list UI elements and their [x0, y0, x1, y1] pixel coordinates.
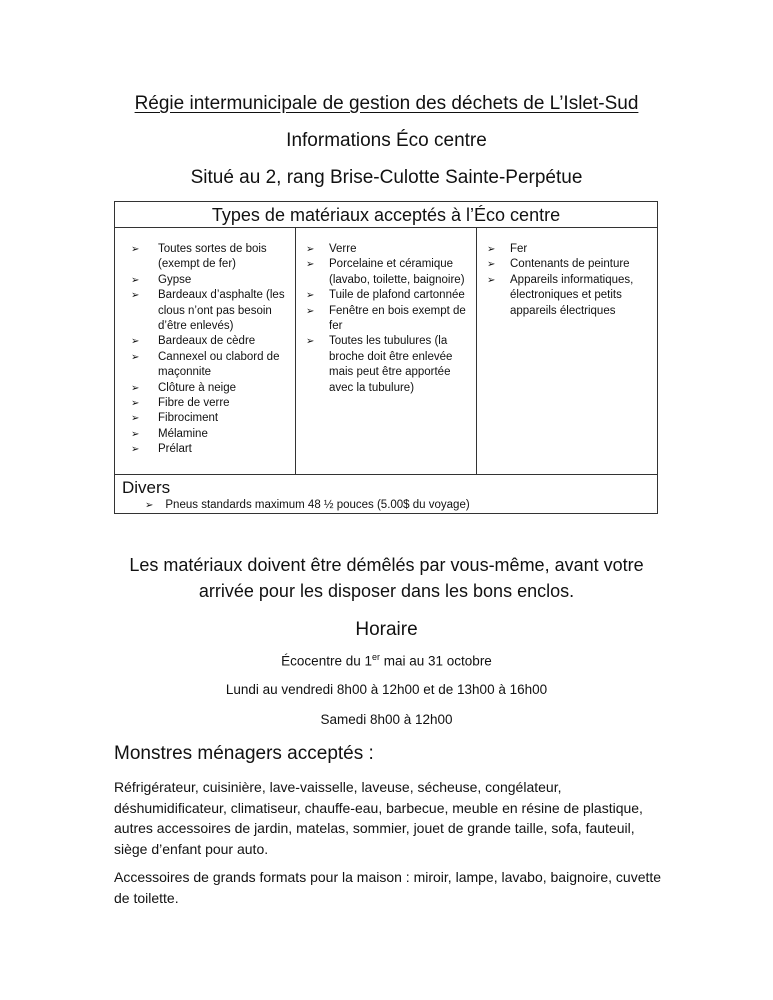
arrow-bullet-icon: ➢	[306, 244, 315, 255]
divers-item-text: Pneus standards maximum 48 ½ pouces (5.00$ du voyage)	[165, 499, 470, 511]
monsters-paragraph-1	[114, 777, 674, 859]
arrow-bullet-icon: ➢	[487, 244, 496, 255]
material-list-item	[296, 304, 476, 335]
schedule-period	[0, 652, 773, 669]
material-text: Clôture à neige	[158, 381, 236, 394]
material-text: Tuile de plafond cartonnée	[329, 289, 465, 302]
arrow-bullet-icon: ➢	[306, 259, 315, 271]
material-text: Fenêtre en bois exempt de fer	[329, 304, 466, 333]
arrow-bullet-icon: ➢	[131, 428, 140, 440]
materials-table	[114, 201, 658, 514]
material-text: Fer	[510, 243, 528, 255]
material-text: Bardeaux d’asphalte (les clous n’ont pas besoin d’être enlevés)	[158, 289, 285, 333]
material-list-item	[115, 427, 295, 442]
arrow-bullet-icon: ➢	[131, 382, 140, 394]
materials-table-heading: Types de matériaux acceptés à l’Éco centre	[115, 202, 657, 228]
arrow-bullet-icon: ➢	[145, 500, 154, 511]
material-list-item	[296, 242, 476, 257]
paragraph-line: siège d’enfant pour auto.	[114, 840, 269, 857]
paragraph-line: Réfrigérateur, cuisinière, lave-vaisselle, laveuse, sécheuse, congélateur,	[114, 779, 562, 795]
schedule-saturday: Samedi 8h00 à 12h00	[320, 712, 453, 727]
address-line: Situé au 2, rang Brise-Culotte Sainte-Perpétue	[190, 167, 583, 188]
paragraph-line: autres accessoires de jardin, matelas, sommier, jouet de grande taille, sofa, fauteuil,	[114, 820, 635, 836]
arrow-bullet-icon: ➢	[306, 290, 315, 302]
divers-item	[145, 499, 470, 511]
arrow-bullet-icon: ➢	[487, 274, 496, 286]
arrow-bullet-icon: ➢	[487, 259, 496, 271]
sorting-notice-line-2: arrivée pour les disposer dans les bons enclos.	[198, 581, 575, 601]
paragraph-line: Accessoires de grands formats pour la maison : miroir, lampe, lavabo, baignoire, cuvette	[114, 869, 662, 885]
monsters-paragraph-2	[114, 867, 674, 908]
page-subtitle: Informations Éco centre	[286, 130, 487, 151]
arrow-bullet-icon: ➢	[131, 290, 140, 302]
sorting-notice-line-1: Les matériaux doivent être démêlés par vous-même, avant votre	[129, 555, 644, 575]
arrow-bullet-icon: ➢	[131, 444, 140, 456]
material-list-item	[296, 257, 476, 288]
material-text: Cannexel ou clabord de maçonnite	[158, 350, 280, 379]
material-text: Bardeaux de cèdre	[158, 335, 256, 348]
arrow-bullet-icon: ➢	[131, 336, 140, 348]
material-list-item	[115, 350, 295, 381]
material-text: Fibrociment	[158, 412, 219, 425]
materials-column-3	[477, 228, 657, 474]
material-text: Prélart	[158, 443, 192, 456]
material-text: Contenants de peinture	[510, 258, 630, 271]
arrow-bullet-icon: ➢	[306, 305, 315, 317]
arrow-bullet-icon: ➢	[306, 336, 315, 348]
schedule-period-start: Écocentre du 1	[281, 653, 372, 669]
material-list-item	[296, 334, 476, 396]
material-list-item	[115, 288, 295, 334]
arrow-bullet-icon: ➢	[131, 398, 140, 410]
schedule-period-end: mai au 31 octobre	[380, 653, 492, 669]
materials-column-2	[296, 228, 477, 474]
arrow-bullet-icon: ➢	[131, 413, 140, 425]
schedule-period-sup: er	[371, 652, 380, 662]
material-text: Fibre de verre	[158, 397, 230, 410]
arrow-bullet-icon: ➢	[131, 274, 140, 286]
material-text: Verre	[329, 243, 357, 255]
material-text: Mélamine	[158, 427, 208, 440]
divers-section	[115, 474, 657, 514]
material-text: Porcelaine et céramique (lavabo, toilette, baignoire)	[329, 258, 465, 286]
material-list-item	[115, 381, 295, 396]
material-list-item	[115, 273, 295, 288]
schedule-weekdays: Lundi au vendredi 8h00 à 12h00 et de 13h00 à 16h00	[225, 682, 548, 697]
material-list-item	[477, 242, 657, 257]
material-list-item	[115, 334, 295, 349]
material-list-item	[296, 288, 476, 303]
material-list-item	[115, 411, 295, 426]
material-text: Gypse	[158, 273, 192, 286]
material-text: Appareils informatiques, électroniques et petits appareils électriques	[510, 273, 634, 317]
material-list-item	[115, 242, 295, 273]
material-list-item	[477, 257, 657, 272]
materials-column-1	[115, 228, 296, 474]
sorting-notice	[0, 552, 773, 604]
material-list-item	[115, 442, 295, 457]
arrow-bullet-icon: ➢	[131, 244, 140, 255]
paragraph-line: déshumidificateur, climatiseur, chauffe-eau, barbecue, meuble en résine de plastique,	[114, 799, 643, 816]
schedule-title: Horaire	[355, 619, 418, 640]
paragraph-line: de toilette.	[114, 889, 179, 906]
arrow-bullet-icon: ➢	[131, 351, 140, 363]
material-list-item	[115, 396, 295, 411]
monsters-title: Monstres ménagers acceptés :	[114, 743, 374, 764]
material-text: Toutes les tubulures (la broche doit être enlevée mais peut être apportée avec la tubulure)	[329, 335, 453, 394]
material-text: Toutes sortes de bois (exempt de fer)	[158, 243, 267, 271]
divers-title: Divers	[122, 478, 171, 497]
material-list-item	[477, 273, 657, 319]
organization-title: Régie intermunicipale de gestion des déchets de L’Islet-Sud	[134, 93, 639, 114]
